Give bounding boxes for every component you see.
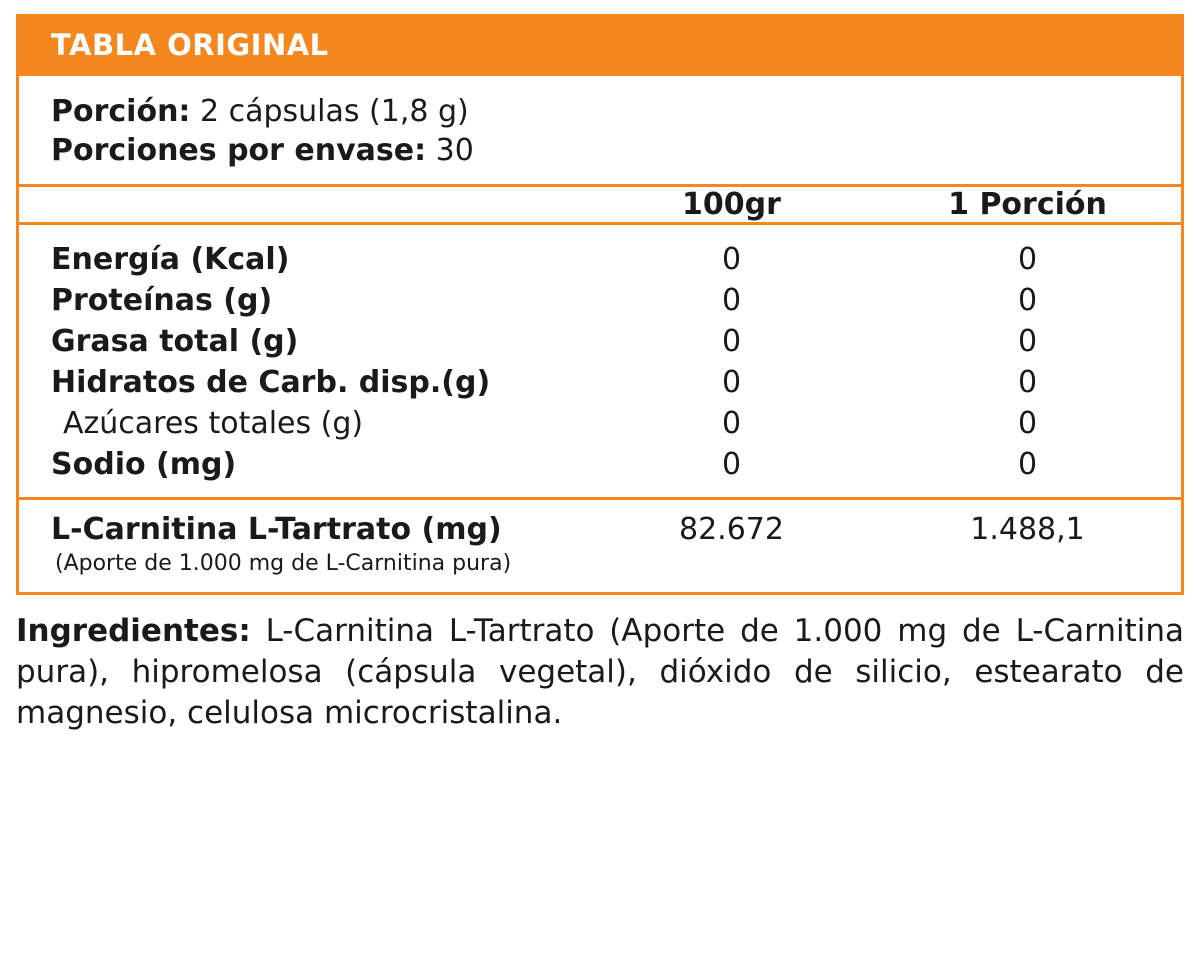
row-value-100gr: 0	[721, 324, 742, 359]
row-value-portion: 0	[1017, 406, 1038, 441]
row-value-100gr: 0	[721, 406, 742, 441]
highlight-row	[19, 499, 1181, 548]
row-value-portion: 0	[1017, 242, 1038, 277]
row-label: Hidratos de Carb. disp.(g)	[51, 365, 491, 400]
row-value-100gr: 0	[721, 242, 742, 277]
row-label: Azúcares totales (g)	[63, 406, 364, 441]
table-row	[19, 444, 1181, 485]
portion-value: 2 cápsulas (1,8 g)	[199, 94, 469, 129]
servings-label: Porciones por envase:	[51, 133, 427, 168]
table-row	[19, 280, 1181, 321]
table-note: (Aporte de 1.000 mg de L-Carnitina pura)	[55, 551, 512, 576]
nutrition-table	[19, 187, 1181, 547]
ingredients-text: L-Carnitina L-Tartrato (Aporte de 1.000 mg de L-Carnitina pura), hipromelosa (cápsula vegetal), dióxido de silicio, estearato de magnesio, celulosa microcristalina.	[16, 613, 1184, 731]
highlight-row-value-100gr: 82.672	[679, 512, 784, 547]
portion-label: Porción:	[51, 94, 191, 129]
row-value-100gr: 0	[721, 447, 742, 482]
table-spacer	[19, 485, 1181, 497]
nutrition-panel	[16, 14, 1184, 595]
row-label: Grasa total (g)	[51, 324, 299, 359]
highlight-row-label: L-Carnitina L-Tartrato (mg)	[51, 512, 502, 547]
servings-line	[51, 131, 1181, 170]
row-label: Energía (Kcal)	[51, 242, 290, 277]
ingredients-paragraph	[16, 611, 1184, 734]
table-row	[19, 362, 1181, 403]
row-value-portion: 0	[1017, 365, 1038, 400]
row-value-100gr: 0	[721, 283, 742, 318]
table-row	[19, 403, 1181, 444]
column-header-nutrient	[19, 187, 589, 222]
table-row	[19, 321, 1181, 362]
ingredients-label: Ingredientes:	[16, 613, 251, 649]
panel-title: TABLA ORIGINAL	[19, 17, 1181, 76]
portion-line	[51, 92, 1181, 131]
table-spacer	[19, 224, 1181, 240]
row-value-portion: 0	[1017, 324, 1038, 359]
row-label: Proteínas (g)	[51, 283, 273, 318]
table-header-row	[19, 187, 1181, 222]
column-header-100gr: 100gr	[682, 187, 781, 222]
row-value-portion: 0	[1017, 447, 1038, 482]
servings-value: 30	[435, 133, 474, 168]
highlight-row-value-portion: 1.488,1	[970, 512, 1085, 547]
table-row	[19, 239, 1181, 280]
row-value-100gr: 0	[721, 365, 742, 400]
row-label: Sodio (mg)	[51, 447, 237, 482]
serving-info	[19, 76, 1181, 187]
row-value-portion: 0	[1017, 283, 1038, 318]
column-header-portion: 1 Porción	[948, 187, 1107, 222]
